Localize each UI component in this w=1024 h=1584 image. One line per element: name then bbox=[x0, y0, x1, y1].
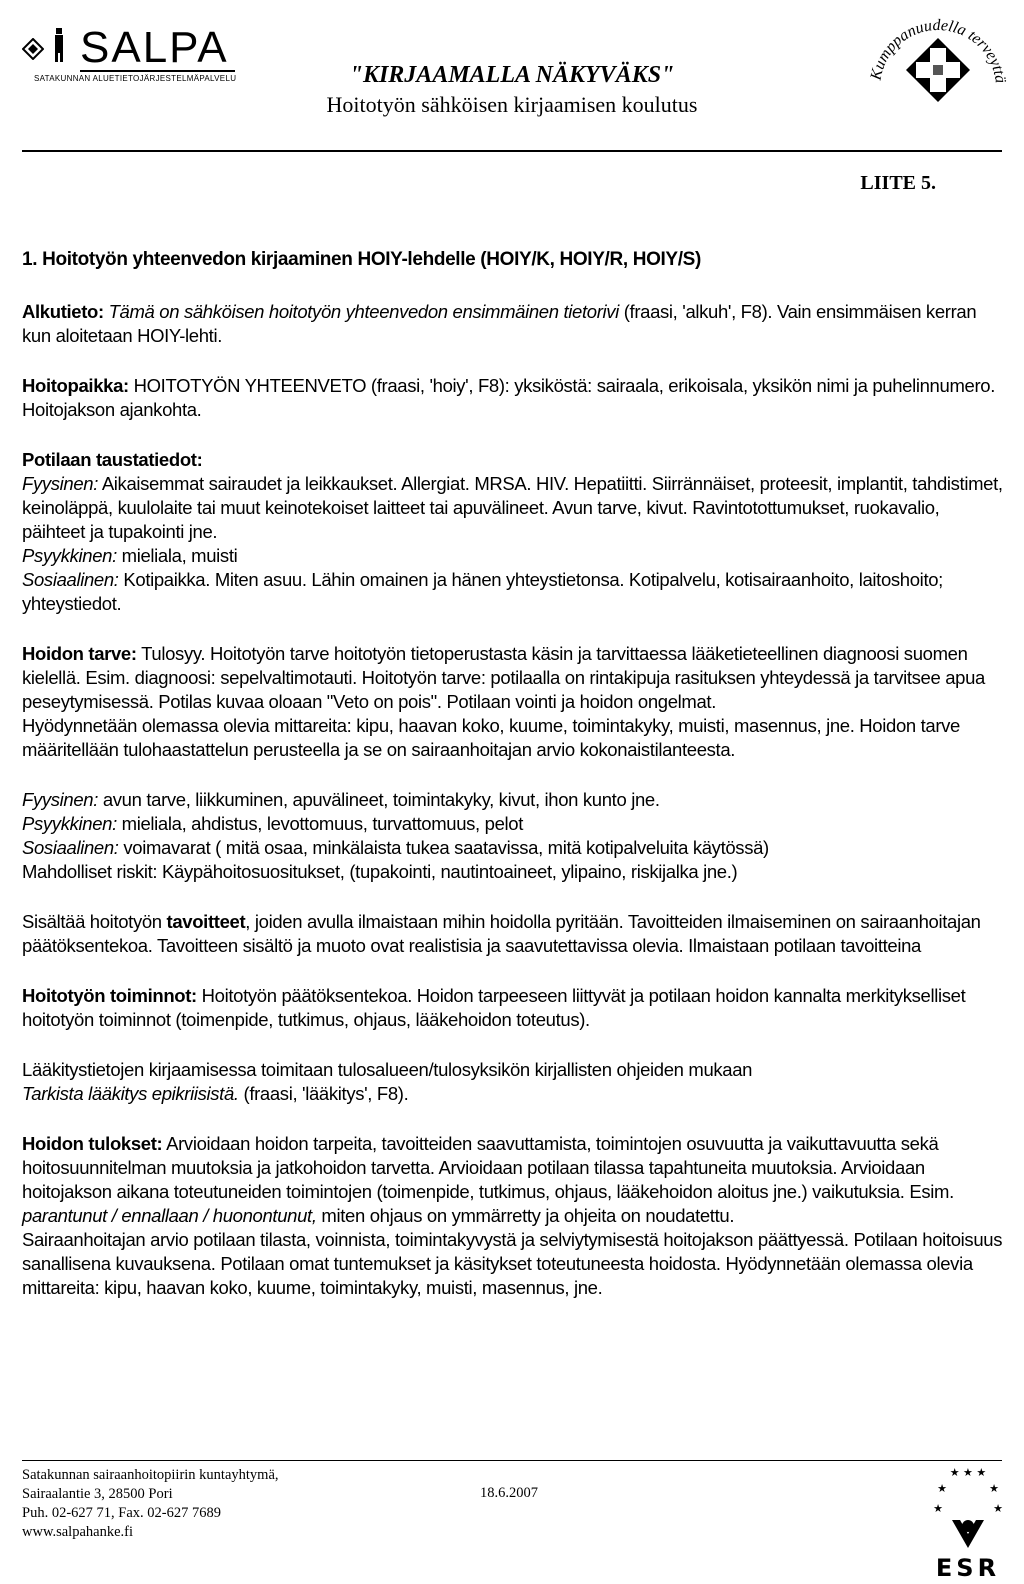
hoidon-tarve-sosiaalinen bbox=[22, 836, 1004, 860]
salpa-subtitle: SATAKUNNAN ALUETIETOJÄRJESTELMÄPALVELU bbox=[34, 74, 237, 83]
alkutieto-text: (fraasi, 'alkuh', F8). Vain ensimmäisen kerran kun aloitetaan HOIY-lehti. bbox=[22, 301, 977, 346]
appendix-label: LIITE 5. bbox=[860, 172, 936, 194]
psyykkinen-label: Psyykkinen: bbox=[22, 813, 117, 834]
riskit-text: Mahdolliset riskit: Käypähoitosuositukset, (tupakointi, nautintoaineet, ylipaino, riskijalka jne.) bbox=[22, 861, 738, 882]
hoitopaikka-text: HOITOTYÖN YHTEENVETO (fraasi, 'hoiy', F8): yksiköstä: sairaala, erikoisala, yksikön nimi ja puhelinnumero. Hoitojakson ajankohta. bbox=[22, 375, 995, 420]
kumppanuudella-terveytta-logo bbox=[858, 10, 1016, 120]
psyykkinen-text: mieliala, ahdistus, levottomuus, turvattomuus, pelot bbox=[121, 813, 523, 834]
footer-address: Sairaalantie 3, 28500 Pori bbox=[22, 1486, 173, 1502]
hoidon-tarve-text2: Hyödynnetään olemassa olevia mittareita: kipu, haavan koko, kuume, toimintakyky, muisti, masennus, jne. Hoidon tarve määritellään tulohaastattelun perusteella ja se on sairaanhoitajan arvio kokonaistilanteesta. bbox=[22, 715, 960, 760]
fyysinen-label: Fyysinen: bbox=[22, 473, 99, 494]
laakitys-rest: (fraasi, 'lääkitys', F8). bbox=[243, 1083, 409, 1104]
svg-text:ESR: ESR bbox=[935, 1554, 1001, 1580]
footer-org: Satakunnan sairaanhoitopiirin kuntayhtymä, bbox=[22, 1467, 279, 1483]
tavoitteet-after: , joiden avulla ilmaistaan mihin hoidolla pyritään. Tavoitteiden ilmaiseminen on sairaanhoitajan päätöksentekoa. Tavoitteen sisältö ja muoto ovat realistisia ja saavutettavissa olevia. Ilmaistaan potilaan tavoitteina bbox=[22, 911, 981, 956]
svg-text:★: ★ bbox=[993, 1502, 1003, 1515]
fyysinen-label: Fyysinen: bbox=[22, 789, 99, 810]
footer-web: www.salpahanke.fi bbox=[22, 1524, 133, 1540]
hoidon-tarve-label: Hoidon tarve: bbox=[22, 643, 137, 664]
sosiaalinen-text: Kotipaikka. Miten asuu. Lähin omainen ja hänen yhteystietonsa. Kotipalvelu, kotisairaanhoito, laitoshoito; yhteystiedot. bbox=[22, 569, 943, 614]
hoitopaikka-paragraph bbox=[22, 374, 1004, 422]
alkutieto-italic: Tämä on sähköisen hoitotyön yhteenvedon ensimmäinen tietorivi bbox=[108, 301, 619, 322]
hoitopaikka-label: Hoitopaikka: bbox=[22, 375, 129, 396]
diamond-icon bbox=[22, 38, 44, 60]
laakitys-line2 bbox=[22, 1082, 1004, 1106]
toiminnot-paragraph bbox=[22, 984, 1004, 1032]
tulokset-text3: Sairaanhoitajan arvio potilaan tilasta, voinnista, toimintakyvystä ja selviytymisestä hoitojakson päättyessä. Potilaan hoitoisuus sanallisena kuvauksena. Potilaan omat tuntemukset ja käsitykset toteutuneesta hoidosta. Hyödynnetään olemassa olevia mittareita: kipu, haavan koko, kuume, toimintakyky, muisti, masennus, jne. bbox=[22, 1229, 1003, 1298]
footer-phone: Puh. 02-627 71, Fax. 02-627 7689 bbox=[22, 1505, 221, 1521]
svg-text:★: ★ bbox=[937, 1482, 947, 1495]
hoidon-tarve-text1: Tulosyy. Hoitotyön tarve hoitotyön tietoperustasta käsin ja tarvittaessa lääketieteellinen diagnoosi suomen kielellä. Esim. diagnoosi: sepelvaltimotauti. Hoitotyön tarve: potilaalla on rintakipuja rasituksen yhteydessä ja tarvitsee apua peseytymisessä. Potilas kuvaa oloaan "Veto on pois". Potilaan vointi ja hoidon ongelmat. bbox=[22, 643, 985, 712]
fyysinen-text: Aikaisemmat sairaudet ja leikkaukset. Allergiat. MRSA. HIV. Hepatiitti. Siirrännäiset, proteesit, implantit, tahdistimet, keinoläppä, kuulolaite tai muut keinotekoiset laitteet tai apuvälineet. Avun tarve, kivut. Ravintotottumukset, ruokavalio, päihteet ja tupakointi jne. bbox=[22, 473, 1003, 542]
psyykkinen-label: Psyykkinen: bbox=[22, 545, 117, 566]
tulokset-italic: parantunut / ennallaan / huonontunut, bbox=[22, 1205, 317, 1226]
tulokset-label: Hoidon tulokset: bbox=[22, 1133, 163, 1154]
page-subtitle: Hoitotyön sähköisen kirjaamisen koulutus bbox=[326, 92, 698, 117]
fyysinen-text: avun tarve, liikkuminen, apuvälineet, toimintakyky, kivut, ihon kunto jne. bbox=[102, 789, 660, 810]
tulokset-text1: Arvioidaan hoidon tarpeita, tavoitteiden saavuttamista, toimintojen osuvuutta ja vaikuttavuutta sekä hoitosuunnitelman muutoksia ja jatkohoidon tarvetta. Arvioidaan potilaan tilassa tapahtuneita muutoksia. Arvioidaan hoitojakson aikana toteutuneiden toimintojen (toimenpide, tutkimus, ohjaus, lääkehoidon aloitus jne.) vaikutuksia. Esim. bbox=[22, 1133, 954, 1202]
hoidon-tarve-paragraph bbox=[22, 642, 1004, 714]
page-title: "KIRJAAMALLA NÄKYVÄKS" bbox=[349, 62, 675, 88]
hoidon-tarve-psyykkinen bbox=[22, 812, 1004, 836]
esr-logo bbox=[928, 1462, 1008, 1580]
header-divider bbox=[22, 150, 1002, 152]
sosiaalinen-text: voimavarat ( mitä osaa, minkälaista tukea saatavissa, mitä kotipalveluita käytössä) bbox=[123, 837, 769, 858]
psyykkinen-text: mieliala, muisti bbox=[121, 545, 238, 566]
taustatiedot-sosiaalinen bbox=[22, 568, 1004, 616]
page-header bbox=[0, 0, 1024, 150]
alkutieto-paragraph bbox=[22, 300, 1004, 348]
figure-icon bbox=[52, 28, 66, 62]
svg-text:Kumppanuudella terveyttä: Kumppanuudella terveyttä bbox=[867, 16, 1009, 85]
laakitys-italic: Tarkista lääkitys epikriisistä. bbox=[22, 1083, 239, 1104]
toiminnot-label: Hoitotyön toiminnot: bbox=[22, 985, 197, 1006]
footer-divider bbox=[22, 1460, 1002, 1461]
section-heading: 1. Hoitotyön yhteenvedon kirjaaminen HOIY-lehdelle (HOIY/K, HOIY/R, HOIY/S) bbox=[22, 249, 701, 270]
taustatiedot-fyysinen bbox=[22, 472, 1004, 544]
tulokset-text2: miten ohjaus on ymmärretty ja ohjeita on noudatettu. bbox=[321, 1205, 735, 1226]
page-footer bbox=[22, 1466, 279, 1542]
toiminnot-text: Hoitotyön päätöksentekoa. Hoidon tarpeeseen liittyvät ja potilaan hoidon kannalta merkitykselliset hoitotyön toiminnot (toimenpide, tutkimus, ohjaus, lääkehoidon toteutus). bbox=[22, 985, 966, 1030]
svg-text:★ ★ ★: ★ ★ ★ bbox=[949, 1466, 987, 1479]
document-body bbox=[22, 248, 1004, 1300]
tavoitteet-before: Sisältää hoitotyön bbox=[22, 911, 162, 932]
hoidon-tarve-fyysinen bbox=[22, 788, 1004, 812]
tulokset-paragraph bbox=[22, 1132, 1004, 1228]
salpa-wordmark: SALPA bbox=[80, 26, 235, 72]
alkutieto-label: Alkutieto: bbox=[22, 301, 104, 322]
sosiaalinen-label: Sosiaalinen: bbox=[22, 569, 119, 590]
svg-text:★: ★ bbox=[989, 1482, 999, 1495]
svg-text:★: ★ bbox=[933, 1502, 943, 1515]
footer-date: 18.6.2007 bbox=[480, 1485, 538, 1501]
sosiaalinen-label: Sosiaalinen: bbox=[22, 837, 119, 858]
laakitys-line1: Lääkitystietojen kirjaamisessa toimitaan tulosalueen/tulosyksikön kirjallisten ohjeiden mukaan bbox=[22, 1059, 753, 1080]
taustatiedot-heading: Potilaan taustatiedot: bbox=[22, 449, 203, 470]
taustatiedot-psyykkinen bbox=[22, 544, 1004, 568]
tavoitteet-keyword: tavoitteet bbox=[166, 911, 246, 932]
tavoitteet-paragraph bbox=[22, 910, 1004, 958]
